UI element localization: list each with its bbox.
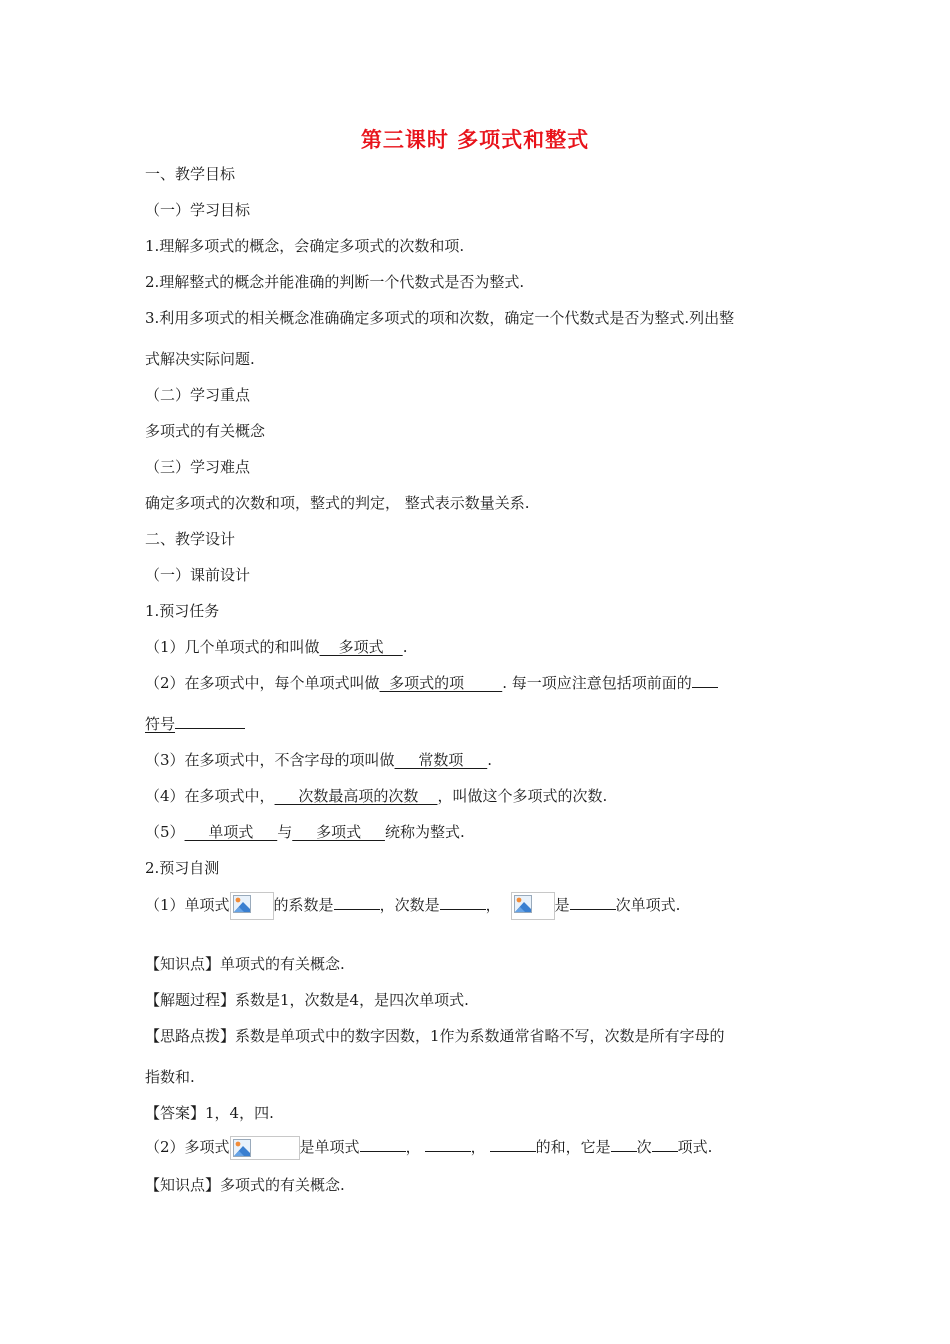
subheading-pre-class: （一）课前设计 [145,566,251,584]
q2-cont-answer: 符号 [145,715,176,733]
t1-blank-2 [440,895,486,910]
q2-cont-blank [175,714,245,729]
subheading-difficulties: （三）学习难点 [145,458,251,476]
preview-task-heading: 1.预习任务 [145,602,220,620]
goal-3-cont: 式解决实际问题. [145,350,255,368]
t1-a: 的系数是 [273,896,334,914]
q5-answer-1: 单项式 [184,823,278,841]
formula-image-monomial [230,892,274,920]
q1-prefix: （1）几个单项式的和叫做 [145,638,320,656]
task-question-4 [145,786,607,806]
q1-answer: 多项式 [319,638,403,656]
t2-f: 项式. [677,1138,713,1156]
t2-blank-2 [425,1137,471,1152]
formula-image-monomial-2 [511,892,555,920]
t2-blank-3 [490,1137,536,1152]
q2-answer: 多项式的项 [379,674,503,692]
t2-a: 是单项式 [299,1138,360,1156]
q3-suffix: . [487,751,493,769]
key-points-text: 多项式的有关概念 [145,422,266,440]
broken-image-icon [233,895,251,913]
goal-2: 2.理解整式的概念并能准确的判断一个代数式是否为整式. [145,273,525,291]
q4-suffix: ，叫做这个多项式的次数. [437,787,608,805]
t1-d: 是 [554,896,570,914]
difficulties-text: 确定多项式的次数和项，整式的判定， 整式表示数量关系. [145,494,530,512]
subheading-learning-goals: （一）学习目标 [145,201,251,219]
t1-prefix: （1）单项式 [145,896,230,914]
t2-blank-4 [611,1137,637,1152]
task-question-1 [145,637,407,657]
q3-answer: 常数项 [394,751,488,769]
t2-c: ， [470,1138,486,1156]
task-question-2 [145,673,718,693]
t1-b: ，次数是 [379,896,440,914]
q5-suffix: 统称为整式. [384,823,465,841]
page-title: 第三课时 多项式和整式 [360,128,590,152]
self-test-heading: 2.预习自测 [145,859,220,877]
q2-prefix: （2）在多项式中，每个单项式叫做 [145,674,380,692]
self-test-question-1 [145,890,680,920]
t2-prefix: （2）多项式 [145,1138,230,1156]
hint-1: 【思路点拨】系数是单项式中的数字因数，1作为系数通常省略不写，次数是所有字母的 [145,1027,725,1045]
t1-blank-3 [570,895,616,910]
hint-1-cont: 指数和. [145,1068,195,1086]
knowledge-point-2: 【知识点】多项式的有关概念. [145,1176,345,1194]
t2-blank-5 [652,1137,678,1152]
q5-mid: 与 [277,823,293,841]
t1-blank-1 [334,895,380,910]
task-question-3 [145,750,492,770]
q4-answer: 次数最高项的次数 [274,787,438,805]
t2-d: 的和，它是 [535,1138,611,1156]
t1-c: ， [485,896,501,914]
knowledge-point-1: 【知识点】单项式的有关概念. [145,955,345,973]
answer-1: 【答案】1，4，四. [145,1104,274,1122]
solution-process-1: 【解题过程】系数是1，次数是4，是四次单项式. [145,991,469,1009]
formula-image-polynomial [230,1136,300,1160]
q1-suffix: . [402,638,408,656]
q2-blank [692,673,718,688]
q5-prefix: （5） [145,823,185,841]
broken-image-icon [514,895,532,913]
heading-teaching-goals: 一、教学目标 [145,165,236,183]
t2-b: ， [405,1138,421,1156]
goal-3: 3.利用多项式的相关概念准确确定多项式的项和次数，确定一个代数式是否为整式.列出整 [145,309,735,327]
broken-image-icon [233,1139,251,1157]
t2-blank-1 [360,1137,406,1152]
task-question-5 [145,822,465,842]
heading-teaching-design: 二、教学设计 [145,530,236,548]
goal-1: 1.理解多项式的概念，会确定多项式的次数和项. [145,237,465,255]
q4-prefix: （4）在多项式中， [145,787,275,805]
q3-prefix: （3）在多项式中，不含字母的项叫做 [145,751,395,769]
q5-answer-2: 多项式 [292,823,385,841]
t2-e: 次 [636,1138,652,1156]
self-test-question-2 [145,1134,712,1160]
t1-e: 次单项式. [615,896,681,914]
q2-middle: . 每一项应注意包括项前面的 [502,674,692,692]
task-question-2-cont [145,714,245,734]
subheading-key-points: （二）学习重点 [145,386,251,404]
